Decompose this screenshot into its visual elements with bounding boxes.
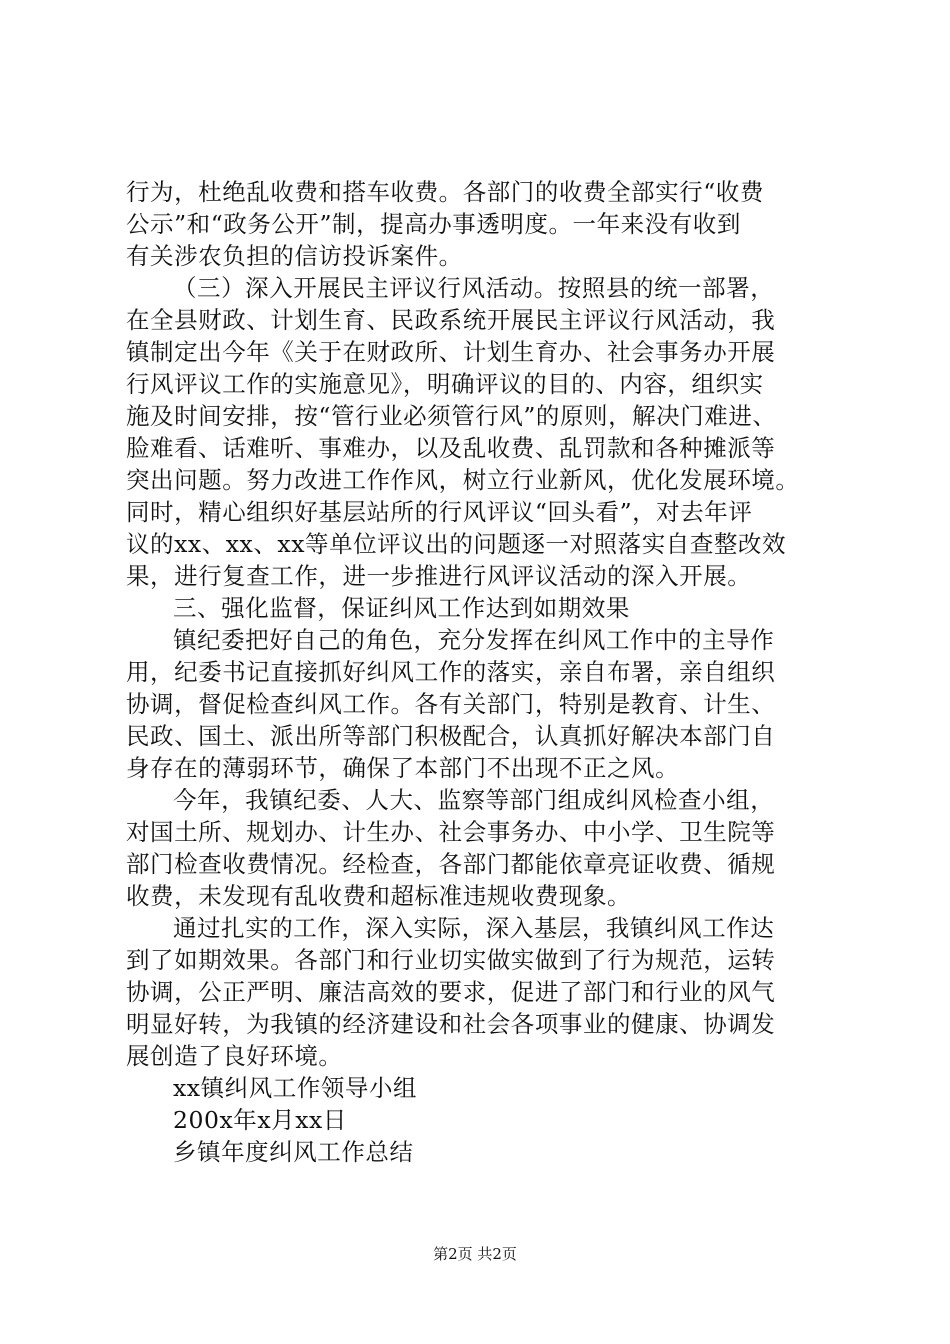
text-line: 镇纪委把好自己的角色，充分发挥在纠风工作中的主导作 [173,626,775,654]
text-line: 用，纪委书记直接抓好纠风工作的落实，亲自布署，亲自组织 [126,658,776,686]
text-line: 协调，公正严明、廉洁高效的要求，促进了部门和行业的风气 [126,978,776,1006]
text-line: 施及时间安排，按“管行业必须管行风”的原则，解决门难进、 [126,402,777,430]
text-line: 行风评议工作的实施意见》，明确评议的目的、内容，组织实 [126,370,764,398]
text-line: 公示”和“政务公开”制，提高办事透明度。一年来没有收到 [126,210,741,238]
text-line: 协调，督促检查纠风工作。各有关部门，特别是教育、计生、 [126,690,776,718]
text-line: 果，进行复查工作，进一步推进行风评议活动的深入开展。 [126,562,752,590]
text-line: 脸难看、话难听、事难办，以及乱收费、乱罚款和各种摊派等 [126,434,776,462]
text-line: 议的xx、xx、xx等单位评议出的问题逐一对照落实自查整改效 [126,530,787,558]
text-line: 收费，未发现有乱收费和超标准违规收费现象。 [126,882,632,910]
text-line: 身存在的薄弱环节，确保了本部门不出现不正之风。 [126,754,680,782]
text-line: 镇制定出今年《关于在财政所、计划生育办、社会事务办开展 [126,338,776,366]
text-line: 突出问题。努力改进工作作风，树立行业新风，优化发展环境。 [126,466,800,494]
text-line: 通过扎实的工作，深入实际，深入基层，我镇纠风工作达 [173,914,775,942]
text-line: 展创造了良好环境。 [126,1042,343,1070]
signature-organization: xx镇纠风工作领导小组 [173,1074,418,1102]
text-line: 在全县财政、计划生育、民政系统开展民主评议行风活动，我 [126,306,776,334]
document-title-footer: 乡镇年度纠风工作总结 [173,1138,414,1166]
text-line: 到了如期效果。各部门和行业切实做实做到了行为规范，运转 [126,946,776,974]
document-body [126,176,831,1168]
text-line: 民政、国土、派出所等部门积极配合，认真抓好解决本部门自 [126,722,776,750]
page-number: 第2页 共2页 [433,1245,517,1263]
text-line: 同时，精心组织好基层站所的行风评议“回头看”，对去年评 [126,498,753,526]
signature-date: 200x年x月xx日 [173,1106,347,1134]
text-line: 部门检查收费情况。经检查，各部门都能依章亮证收费、循规 [126,850,776,878]
section-heading-3: （三）深入开展民主评议行风活动。按照县的统一部署， [173,274,775,302]
section-heading: 三、强化监督，保证纠风工作达到如期效果 [173,594,630,622]
text-line: 行为，杜绝乱收费和搭车收费。各部门的收费全部实行“收费 [126,178,764,206]
text-line: 有关涉农负担的信访投诉案件。 [126,242,463,270]
text-line: 对国土所、规划办、计生办、社会事务办、中小学、卫生院等 [126,818,776,846]
text-line: 明显好转，为我镇的经济建设和社会各项事业的健康、协调发 [126,1010,776,1038]
text-line: 今年，我镇纪委、人大、监察等部门组成纠风检查小组， [173,786,775,814]
